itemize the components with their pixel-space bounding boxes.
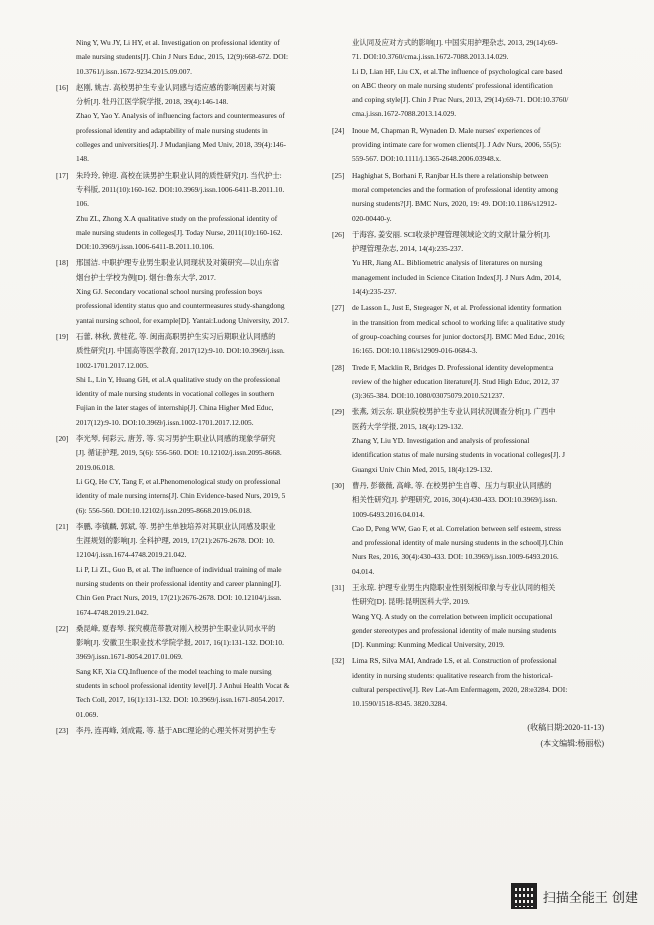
reference-text-line: in the transition from medical school to working life: a qualitative study [352,317,565,327]
reference-text-line: providing intimate care for women clients[J]. J Adv Nurs, 2006, 55(5): [352,140,562,150]
reference-text-line: Nurs Res, 2016, 30(4):430-433. DOI: 10.3969/j.issn.1009-6493.2016. [352,552,559,562]
reference-text-line: 石蕾, 林秋, 黄桂花, 等. 闽南高职男护生实习后期职业认同感的 [76,331,276,341]
reference-text-line: 148. [76,154,89,164]
reference-text-line: Fujian in the later stages of internship[J]. China Higher Med Educ, [76,403,274,413]
reference-number: [18] [56,258,69,268]
reference-text-line: 质性研究[J]. 中国高等医学教育, 2017(12):9-10. DOI:10.3969/j.issn. [76,346,285,356]
article-footer [332,720,604,752]
reference-number: [21] [56,521,69,531]
reference-entry [56,256,318,327]
reference-text-line: gender stereotypes and professional identity of male nursing students [352,625,557,635]
reference-text-line: review of the higher education literature[J]. Stud High Educ, 2012, 37 [352,376,560,386]
reference-entry [56,36,318,79]
reference-text-line: Zhu ZL, Zhong X.A qualitative study on the professional identity of [76,213,278,223]
reference-text-line: 16:165. DOI:10.1186/s12909-016-0684-3. [352,346,478,356]
reference-text-line: Wang YQ. A study on the correlation between implicit occupational [352,611,553,621]
reference-text-line: 影响[J]. 安徽卫生职业技术学院学报, 2017, 16(1):131-132. DOI:10. [76,638,284,648]
reference-entry [56,622,318,722]
reference-text-line: Inoue M, Chapman R, Wynaden D. Male nurses' experiences of [352,125,541,135]
reference-text-line: 张燕, 刘云东. 职业院校男护生专业认同状况调查分析[J]. 广西中 [352,407,556,417]
reference-entry [332,479,604,579]
reference-number: [24] [332,125,345,135]
reference-entry [332,301,604,358]
reference-text-line: 1009-6493.2016.04.014. [352,509,425,519]
reference-text-line: Haghighat S, Borhani F, Ranjbar H.Is there a relationship between [352,170,549,180]
reference-text-line: of group-coaching courses for junior doctors[J]. BMC Med Educ, 2016; [352,331,565,341]
reference-text-line: cma.j.issn.1672-7088.2013.14.029. [352,109,457,119]
reference-continuation [332,36,604,122]
reference-text-line: Chin Gen Pract Nurs, 2019, 17(21):2676-2678. DOI: 10.12104/j.issn. [76,593,282,603]
reference-number: [20] [56,434,69,444]
reference-text-line: 10.1590/1518-8345. 3820.3284. [352,699,448,709]
reference-number: [19] [56,331,69,341]
reference-entry [56,432,318,518]
left-column [56,36,318,740]
reference-text-line: 烟台护士学校为例[D]. 烟台:鲁东大学, 2017. [76,272,216,282]
reference-number: [25] [332,170,345,180]
reference-text-line: [J]. 循证护理, 2019, 5(6): 556-560. DOI: 10.12102/j.issn.2095-8668. [76,448,282,458]
reference-number: [16] [56,82,69,92]
reference-entry [332,654,604,711]
reference-number: [31] [332,582,345,592]
reference-text-line: and professional identity of male nursing students in the school[J].Chin [352,538,564,548]
reference-text-line: moral competencies and the formation of professional identity among [352,184,559,194]
reference-text-line: 性研究[D]. 昆明:昆明医科大学, 2019. [352,597,470,607]
reference-text-line: cultural perspective[J]. Rev Lat-Am Enfermagem, 2020, 28:e3284. DOI: [352,685,568,695]
reference-number: [22] [56,623,69,633]
reference-number: [26] [332,229,345,239]
reference-text-line: 2017(12):9-10. DOI:10.3969/j.issn.1002-1701.2017.12.005. [76,417,254,427]
reference-entry [56,81,318,167]
reference-text-line: 3969/j.issn.1671-8054.2017.01.069. [76,652,183,662]
reference-text-line: (3):365-384. DOI:10.1080/03075079.2010.521237. [352,391,505,401]
reference-text-line: 相关性研究[J]. 护理研究, 2016, 30(4):430-433. DOI:10.3969/j.issn. [352,495,558,505]
reference-text-line: Lima RS, Silva MAI, Andrade LS, et al. Construction of professional [352,656,557,666]
reference-text-line: Xing GJ. Secondary vocational school nursing profession boys [76,287,262,297]
reference-text-line: Cao D, Peng WW, Gao F, et al. Correlation between self esteem, stress [352,523,561,533]
reference-text-line: Tech Coll, 2017, 16(1):131-132. DOI: 10.3969/j.issn.1671-8054.2017. [76,695,285,705]
reference-text-line: 14(4):235-237. [352,287,397,297]
reference-text-line: 10.3761/j.issn.1672-9234.2015.09.007. [76,66,192,76]
reference-entry [332,405,604,476]
reference-text-line: Li GQ, He CY, Tang F, et al.Phenomenological study on professional [76,476,281,486]
received-date: (收稿日期:2020-11-13) [527,722,604,732]
reference-text-line: nursing students?[J]. BMC Nurs, 2020, 19: 49. DOI:10.1186/s12912- [352,199,558,209]
reference-text-line: Yu HR, Jiang AL. Bibliometric analysis of literatures on nursing [352,258,543,268]
reference-text-line: identity in nursing students: qualitative research from the historical- [352,670,553,680]
reference-text-line: Li P, Li ZL, Guo B, et al. The influence of individual training of male [76,564,282,574]
reference-entry [332,124,604,167]
reference-text-line: 邢国洁. 中职护理专业男生职业认同现状及对策研究—以山东省 [76,258,280,268]
reference-text-line: Trede F, Macklin R, Bridges D. Professional identity development:a [352,362,554,372]
reference-text-line: 李鹏, 李镇麟, 郭斌, 等. 男护生单独培养对其职业认同感及职业 [76,521,276,531]
reference-text-line: yantai nursing school, for example[D]. Yantai:Ludong University, 2017. [76,315,289,325]
reference-entry [332,581,604,652]
reference-entry [332,169,604,226]
reference-text-line: 生涯规划的影响[J]. 全科护理, 2019, 17(21):2676-2678. DOI: 10. [76,536,275,546]
right-column [332,36,604,752]
reference-text-line: 王永琼. 护理专业男生内隐职业性别刻板印象与专业认同的相关 [352,582,556,592]
reference-text-line: 01.069. [76,709,99,719]
reference-text-line: management included in Science Citation Index[J]. J Nurs Adm, 2014, [352,272,561,282]
reference-text-line: professional identity status quo and countermeasures study-shangdong [76,301,285,311]
reference-text-line: nursing students on their professional identity and career planning[J]. [76,578,282,588]
reference-text-line: 2019.06.018. [76,462,115,472]
reference-text-line: 业认同及应对方式的影响[J]. 中国实用护理杂志, 2013, 29(14):69- [352,38,558,47]
reference-text-line: 李光琴, 何彩云, 唐芳, 等. 实习男护生职业认同感的现象学研究 [76,434,276,444]
reference-text-line: 曹丹, 彭薇薇, 高峰, 等. 在校男护生自尊、压力与职业认同感的 [352,480,552,490]
reference-text-line: Sang KF, Xia CQ.Influence of the model teaching to male nursing [76,666,272,676]
reference-text-line: 71. DOI:10.3760/cma.j.issn.1672-7088.2013.14.029. [352,52,509,62]
reference-text-line: 医药大学学报, 2015, 18(4):129-132. [352,421,464,431]
reference-number: [23] [56,725,69,735]
reference-text-line: colleges and universities[J]. J Mudanjiang Med Univ, 2018, 39(4):146- [76,140,286,150]
reference-entry [332,361,604,404]
reference-text-line: male nursing students in colleges[J]. Today Nurse, 2011(10):160-162. [76,227,283,237]
reference-text-line: 020-00440-y. [352,213,392,223]
reference-text-line: Zhao Y, Yao Y. Analysis of influencing factors and countermeasures of [76,111,285,121]
reference-text-line: de Lasson L, Just E, Stegeager N, et al. Professional identity formation [352,303,562,313]
watermark-text: 扫描全能王 创建 [542,890,638,906]
reference-entry [332,228,604,299]
reference-text-line: 李丹, 连再峰, 刘成霞, 等. 基于ABC理论的心理关怀对男护生专 [76,725,276,735]
reference-entry [56,330,318,430]
reference-text-line: 赵刚, 姚吉. 高校男护生专业认同感与适应感的影响因素与对策 [76,82,276,92]
reference-text-line: 专科版, 2011(10):160-162. DOI:10.3969/j.issn.1006-6411-B.2011.10. [76,184,285,194]
reference-text-line: and coping style[J]. Chin J Prac Nurs, 2013, 29(14):69-71. DOI:10.3760/ [352,95,569,105]
reference-text-line: 1674-4748.2019.21.042. [76,607,149,617]
reference-text-line: Guangxi Univ Chin Med, 2015, 18(4):129-132. [352,464,493,474]
reference-number: [28] [332,362,345,372]
reference-text-line: 106. [76,199,89,209]
right-reference-list [332,124,604,712]
reference-number: [32] [332,656,345,666]
reference-text-line: 559-567. DOI:10.1111/j.1365-2648.2006.03948.x. [352,154,502,164]
reference-text-line: 1002-1701.2017.12.005. [76,360,149,370]
reference-text-line: (6): 556-560. DOI:10.12102/j.issn.2095-8668.2019.06.018. [76,505,252,515]
reference-text-line: [D]. Kunming: Kunming Medical University, 2019. [352,640,505,650]
editor-note: (本文编辑:杨丽松) [540,738,604,748]
reference-text-line: 04.014. [352,566,375,576]
reference-number: [17] [56,170,69,180]
reference-text-line: professional identity and adaptability of male nursing students in [76,125,268,135]
reference-text-line: DOI:10.3969/j.issn.1006-6411-B.2011.10.106. [76,242,215,252]
reference-text-line: 12104/j.issn.1674-4748.2019.21.042. [76,550,187,560]
reference-text-line: on ABC theory on male nursing students' professional identification [352,80,553,90]
reference-number: [27] [332,303,345,313]
reference-text-line: identity of male nursing students in vocational colleges in southern [76,389,275,399]
reference-text-line: Li D, Lian HF, Liu CX, et al.The influence of psychological care based [352,66,563,76]
reference-text-line: 分析[J]. 牡丹江医学院学报, 2018, 39(4):146-148. [76,97,229,107]
reference-number: [29] [332,407,345,417]
scanner-watermark [511,883,638,909]
reference-text-line: identity of male nursing interns[J]. Chin Evidence-based Nurs, 2019, 5 [76,491,286,501]
reference-entry [56,520,318,620]
reference-text-line: identification status of male nursing students in vocational colleges[J]. J [352,450,566,460]
reference-text-line: Ning Y, Wu JY, Li HY, et al. Investigation on professional identity of [76,38,280,47]
reference-text-line: 桑昆峰, 夏春琴. 探究模范带教对刚入校男护生职业认同水平的 [76,623,276,633]
reference-text-line: 于海容, 姜安丽. SCI收录护理管理领域论文的文献计量分析[J]. [352,229,551,239]
reference-entry [56,724,318,738]
reference-text-line: 朱玲玲, 钟迎. 高校在读男护生职业认同的质性研究[J]. 当代护士: [76,170,282,180]
reference-text-line: 护理管理杂志, 2014, 14(4):235-237. [352,244,464,254]
reference-text-line: Shi L, Lin Y, Huang GH, et al.A qualitative study on the professional [76,374,281,384]
reference-text-line: Zhang Y, Liu YD. Investigation and analysis of professional [352,436,530,446]
reference-text-line: students in school professional identity level[J]. J Anhui Health Vocat & [76,681,290,691]
reference-number: [30] [332,480,345,490]
qr-code-icon [511,883,537,909]
reference-text-line: male nursing students[J]. Chin J Nurs Educ, 2015, 12(9):668-672. DOI: [76,52,289,62]
reference-entry [56,169,318,255]
